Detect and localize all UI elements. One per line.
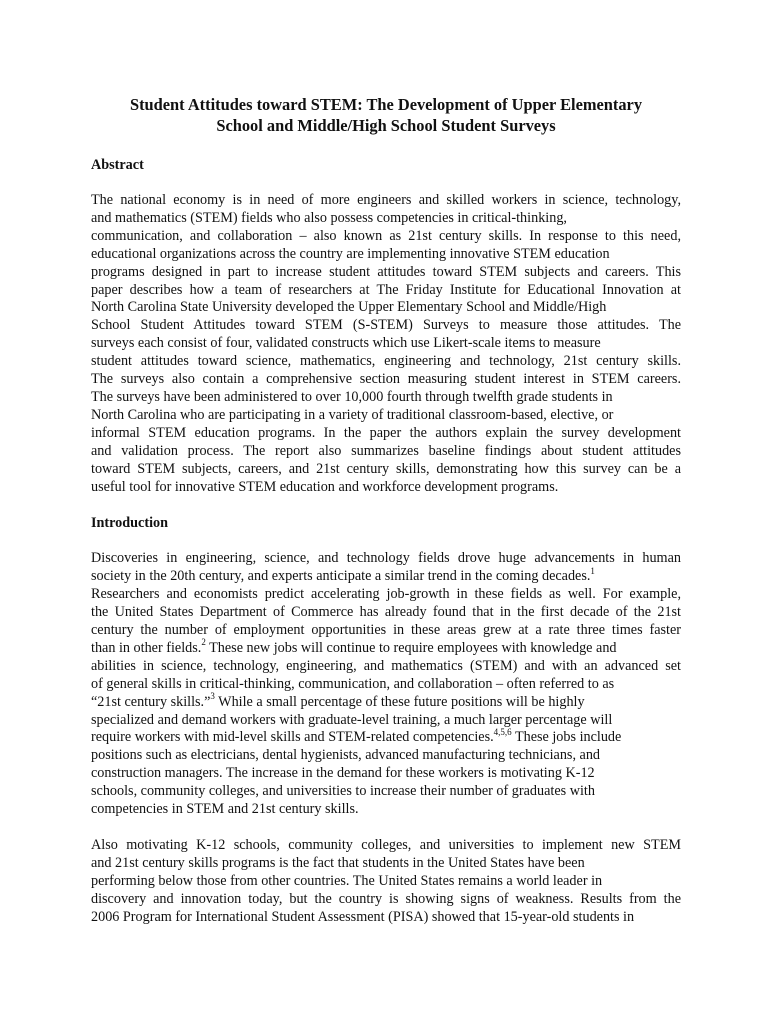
intro-line: the United States Department of Commerce has already found that in the first decade of the 21st	[91, 604, 681, 621]
abstract-paragraph	[91, 192, 681, 496]
abstract-line: informal STEM education programs. In the paper the authors explain the survey development	[91, 424, 681, 441]
intro-line: of general skills in critical-thinking, communication, and collaboration – often referred to as	[91, 675, 615, 692]
intro-line	[91, 690, 681, 712]
paper-title-line-1: Student Attitudes toward STEM: The Development of Upper Elementary	[129, 95, 643, 114]
body-line: 2006 Program for International Student Assessment (PISA) showed that 15-year-old students in	[91, 908, 635, 925]
body-line: discovery and innovation today, but the country is showing signs of weakness. Results from the	[91, 890, 681, 907]
abstract-line: student attitudes toward science, mathematics, engineering and technology, 21st century skills.	[91, 353, 681, 370]
intro-text: These jobs include	[511, 729, 622, 746]
intro-text: society in the 20th century, and experts anticipate a similar trend in the coming decades.	[91, 568, 591, 585]
abstract-line: North Carolina State University developed the Upper Elementary School and Middle/High	[91, 299, 607, 316]
abstract-line: The surveys have been administered to over 10,000 fourth through twelfth grade students in	[91, 388, 613, 405]
abstract-line: educational organizations across the country are implementing innovative STEM education	[91, 245, 610, 262]
introduction-heading: Introduction	[91, 515, 168, 532]
citation-superscript: 4,5,6	[493, 726, 512, 737]
intro-line: specialized and demand workers with graduate-level training, a much larger percentage will	[91, 711, 613, 728]
intro-line: Researchers and economists predict accelerating job-growth in these fields as well. For example,	[91, 586, 681, 603]
abstract-line: useful tool for innovative STEM education and workforce development programs.	[91, 478, 559, 495]
intro-text: While a small percentage of these future positions will be highly	[214, 693, 585, 710]
abstract-line: and mathematics (STEM) fields who also possess competencies in critical-thinking,	[91, 209, 567, 226]
intro-line: construction managers. The increase in the demand for these workers is motivating K-12	[91, 765, 595, 782]
abstract-line: The surveys also contain a comprehensive section measuring student interest in STEM careers.	[91, 371, 681, 388]
citation-superscript: 1	[590, 565, 595, 576]
body-line: performing below those from other countries. The United States remains a world leader in	[91, 872, 603, 889]
abstract-line: toward STEM subjects, careers, and 21st century skills, demonstrating how this survey can be a	[91, 460, 681, 477]
abstract-line: School Student Attitudes toward STEM (S-STEM) Surveys to measure those attitudes. The	[91, 317, 681, 334]
citation-superscript: 2	[201, 637, 206, 648]
citation-superscript: 3	[210, 690, 215, 701]
abstract-line: and validation process. The report also summarizes baseline findings about student attitudes	[91, 442, 681, 459]
intro-text: “21st century skills.”	[91, 693, 211, 710]
abstract-line: programs designed in part to increase student attitudes toward STEM subjects and careers. This	[91, 263, 681, 280]
intro-line: Discoveries in engineering, science, and technology fields drove huge advancements in human	[91, 550, 681, 567]
abstract-line: communication, and collaboration – also known as 21st century skills. In response to this need,	[91, 227, 681, 244]
intro-text: These new jobs will continue to require employees with knowledge and	[205, 639, 617, 656]
body-line: Also motivating K-12 schools, community colleges, and universities to implement new STEM	[91, 837, 681, 853]
motivation-paragraph	[91, 837, 681, 927]
intro-line: competencies in STEM and 21st century skills.	[91, 801, 359, 818]
abstract-line: paper describes how a team of researchers at The Friday Institute for Educational Innovation at	[91, 281, 681, 298]
intro-line	[91, 726, 681, 747]
abstract-line: North Carolina who are participating in a variety of traditional classroom-based, elective, or	[91, 406, 614, 423]
abstract-heading: Abstract	[91, 157, 144, 173]
intro-text: than in other fields.	[91, 639, 202, 656]
intro-line	[91, 637, 681, 658]
intro-line: century the number of employment opportunities in these areas grew at a rate three times faster	[91, 622, 681, 639]
intro-line: positions such as electricians, dental hygienists, advanced manufacturing technicians, and	[91, 747, 601, 764]
paper-title-line-2: School and Middle/High School Student Surveys	[216, 116, 556, 135]
introduction-paragraph	[91, 550, 681, 819]
abstract-line: The national economy is in need of more engineers and skilled workers in science, technology,	[91, 192, 681, 208]
intro-line	[91, 565, 681, 586]
intro-line: schools, community colleges, and universities to increase their number of graduates with	[91, 783, 595, 800]
paper-title	[91, 94, 681, 136]
body-line: and 21st century skills programs is the fact that students in the United States have been	[91, 854, 585, 871]
intro-text: require workers with mid-level skills and STEM-related competencies.	[91, 729, 494, 746]
intro-line: abilities in science, technology, engineering, and mathematics (STEM) and with an advanced set	[91, 657, 681, 674]
abstract-line: surveys each consist of four, validated constructs which use Likert-scale items to measure	[91, 335, 601, 352]
document-body	[91, 94, 681, 945]
